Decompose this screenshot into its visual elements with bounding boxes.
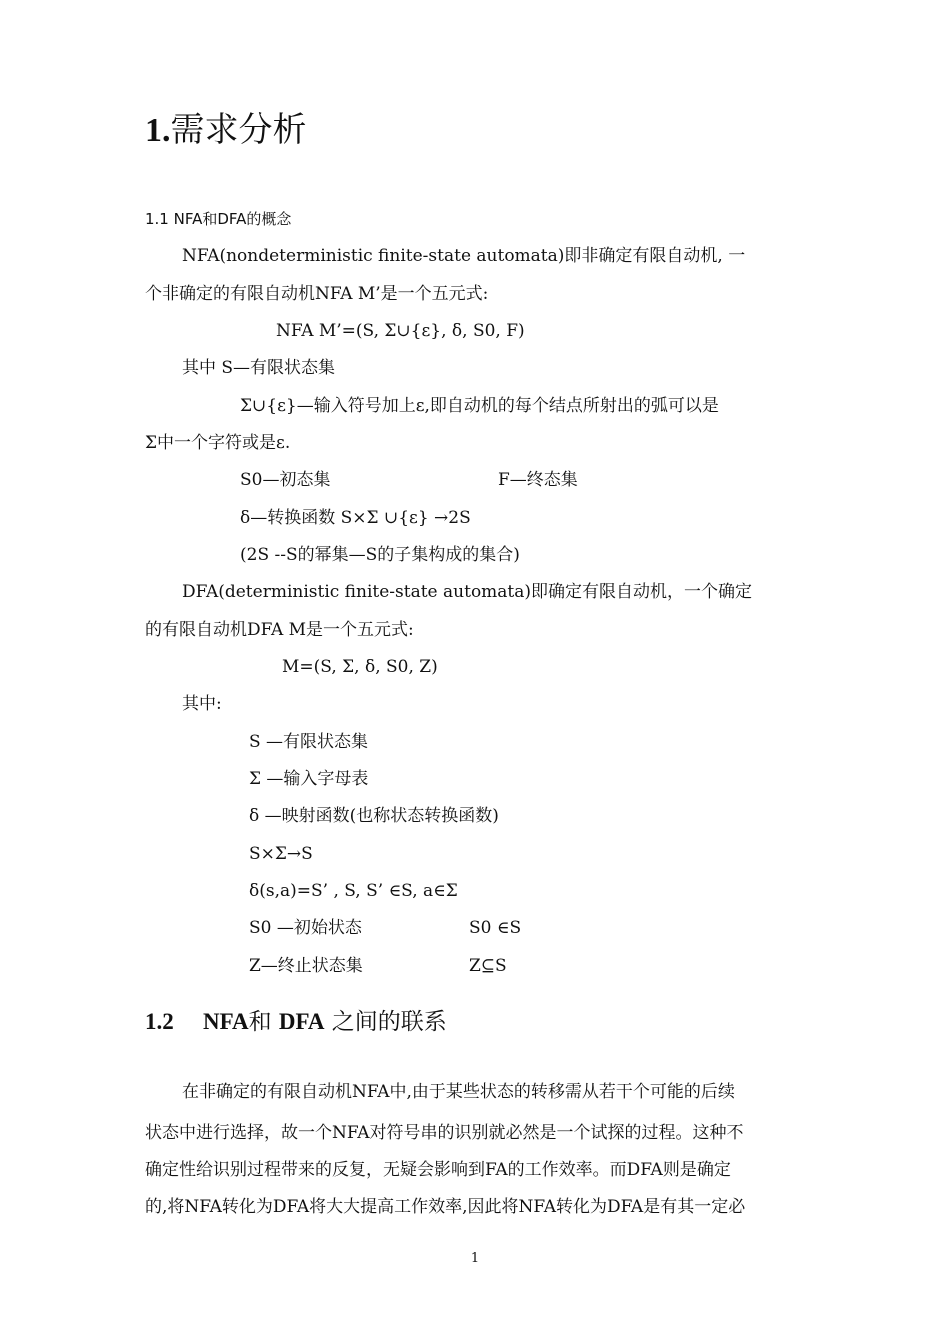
chapter-heading	[145, 108, 307, 153]
dfa-item-mapping: δ —映射函数(也称状态转换函数)	[249, 806, 499, 826]
dfa-intro-line2: 的有限自动机DFA M是一个五元式:	[145, 620, 414, 640]
nfa-formula: NFA M’=(S, Σ∪{ε}, δ, S0, F)	[276, 321, 525, 341]
nfa-transition-function: δ—转换函数 S×Σ ∪{ε} →2S	[240, 508, 471, 528]
nfa-intro-line1: NFA(nondeterministic finite-state automata)即非确定有限自动机, 一	[182, 246, 746, 266]
nfa-intro-line2: 个非确定的有限自动机NFA M’是一个五元式:	[145, 284, 489, 304]
dfa-where: 其中:	[182, 694, 222, 714]
page-number: 1	[470, 1251, 480, 1266]
chapter-number: 1.	[145, 112, 171, 149]
section-1-2-heading	[145, 1006, 447, 1038]
section-1-2-and: 和	[248, 1009, 272, 1035]
chapter-title: 需求分析	[170, 110, 307, 150]
paragraph-line-4: 的,将NFA转化为DFA将大大提高工作效率,因此将NFA转化为DFA是有其一定必	[145, 1197, 746, 1217]
section-1-2-dfa: DFA	[278, 1009, 325, 1034]
section-1-2-number: 1.2	[145, 1009, 174, 1034]
dfa-item-initial-membership: S0 ∈S	[469, 918, 522, 938]
dfa-item-states: S —有限状态集	[249, 732, 369, 752]
nfa-sigma-line1: Σ∪{ε}—输入符号加上ε,即自动机的每个结点所射出的弧可以是	[240, 396, 719, 416]
nfa-sigma-line2: Σ中一个字符或是ε.	[145, 433, 291, 453]
section-1-2-nfa: NFA	[203, 1009, 249, 1034]
dfa-item-alphabet: Σ —输入字母表	[249, 769, 369, 789]
dfa-intro-line1: DFA(deterministic finite-state automata)即确定有限自动机，一个确定	[182, 582, 753, 602]
dfa-formula: M=(S, Σ, δ, S0, Z)	[282, 657, 438, 677]
nfa-final-states: F—终态集	[498, 470, 578, 490]
nfa-where: 其中 S—有限状态集	[182, 358, 336, 378]
paragraph-line-2: 状态中进行选择，故一个NFA对符号串的识别就必然是一个试探的过程。这种不	[145, 1123, 744, 1143]
paragraph-line-1: 在非确定的有限自动机NFA中,由于某些状态的转移需从若干个可能的后续	[182, 1082, 735, 1102]
dfa-item-final: Z—终止状态集	[249, 956, 363, 976]
dfa-item-final-subset: Z⊆S	[469, 956, 507, 976]
dfa-item-signature: S×Σ→S	[249, 844, 313, 864]
dfa-item-delta: δ(s,a)=S’ , S, S’ ∈S, a∈Σ	[249, 881, 458, 901]
section-1-2-rest: 之间的联系	[331, 1009, 447, 1035]
nfa-initial-states: S0—初态集	[240, 470, 331, 490]
section-1-1-title: 1.1 NFA和DFA的概念	[145, 210, 292, 228]
nfa-powerset-note: (2S --S的幂集—S的子集构成的集合)	[240, 545, 520, 565]
dfa-item-initial: S0 —初始状态	[249, 918, 362, 938]
paragraph-line-3: 确定性给识别过程带来的反复，无疑会影响到FA的工作效率。而DFA则是确定	[145, 1160, 731, 1180]
